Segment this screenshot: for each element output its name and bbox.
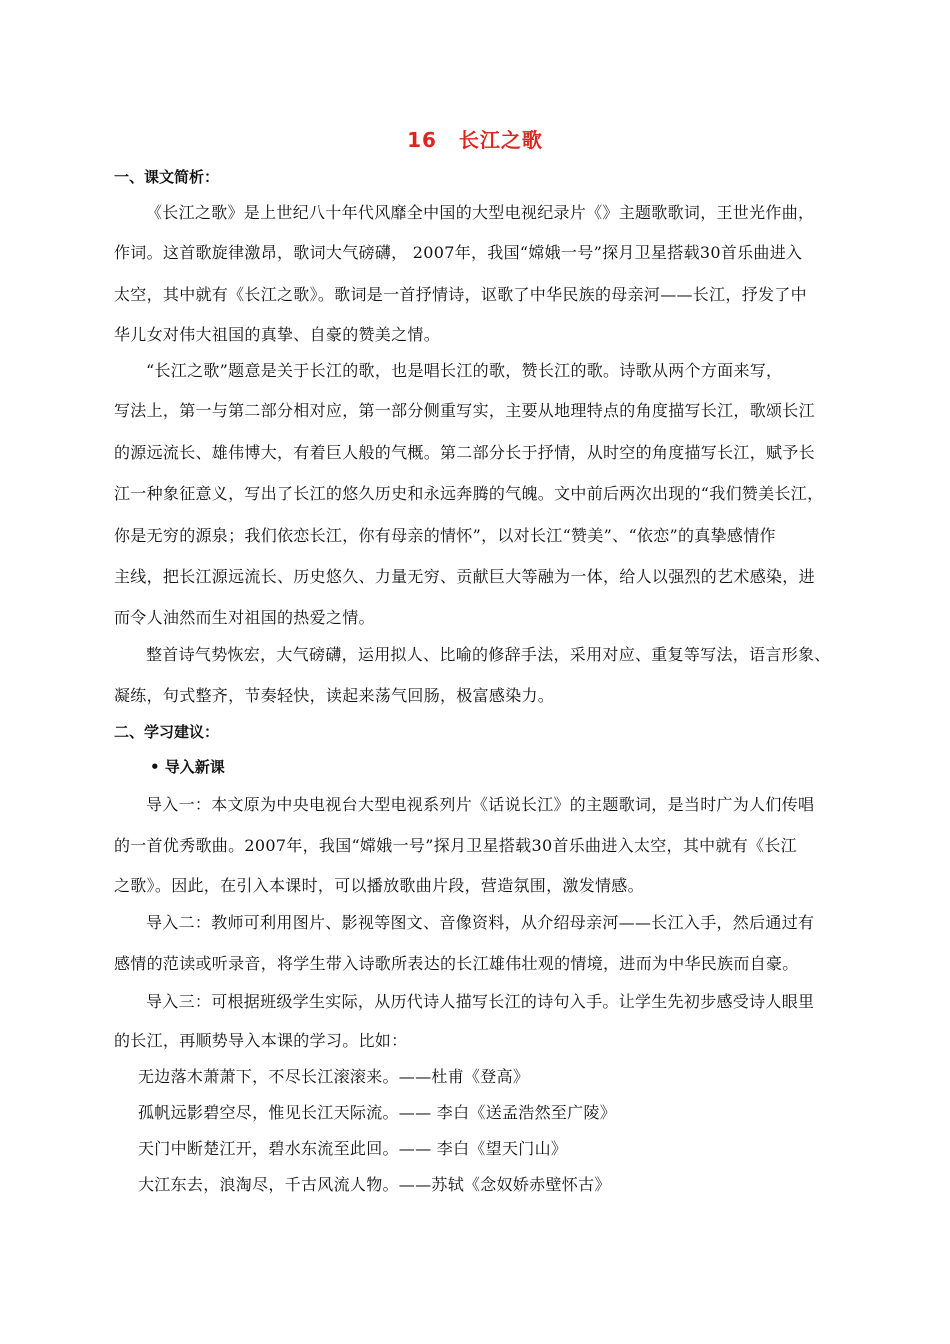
text-line: 导入二：教师可利用图片、影视等图文、音像资料，从介绍母亲河——长江入手，然后通过有 — [146, 913, 815, 932]
poem-quote: 大江东去，浪淘尽，千古风流人物。——苏轼《念奴娇赤壁怀古》 — [138, 1175, 611, 1194]
text-line: 主线，把长江源远流长、历史悠久、力量无穷、贡献巨大等融为一体，给人以强烈的艺术感染，进 — [114, 567, 815, 586]
text-line: 写法上，第一与第二部分相对应，第一部分侧重写实，主要从地理特点的角度描写长江，歌颂长江 — [114, 401, 815, 420]
text-line: 华儿女对伟大祖国的真挚、自豪的赞美之情。 — [114, 325, 441, 344]
page-title — [0, 124, 950, 153]
text-line: 作词。这首歌旋律激昂，歌词大气磅礴， 2007年，我国“嫦娥一号”探月卫星搭载30首乐曲进入 — [114, 243, 803, 262]
text-line: 《长江之歌》是上世纪八十年代风靡全中国的大型电视纪录片《》主题歌歌词，王世光作曲， — [146, 203, 815, 222]
text-line: 的一首优秀歌曲。2007年，我国“嫦娥一号”探月卫星搭载30首乐曲进入太空，其中就有《长江 — [114, 836, 797, 855]
text-line: 导入一：本文原为中央电视台大型电视系列片《话说长江》的主题歌词，是当时广为人们传唱 — [146, 795, 815, 814]
poem-quote: 天门中断楚江开，碧水东流至此回。—— 李白《望天门山》 — [138, 1139, 568, 1158]
section-heading-suggestions: 二、学习建议： — [114, 723, 220, 741]
text-line: 整首诗气势恢宏，大气磅礴，运用拟人、比喻的修辞手法，采用对应、重复等写法，语言形象、 — [146, 645, 831, 664]
text-line: 你是无穷的源泉；我们依恋长江，你有母亲的情怀”，以对长江“赞美”、“依恋”的真挚感情作 — [114, 526, 776, 545]
section-heading-analysis: 一、课文简析： — [114, 168, 220, 186]
text-line: “长江之歌”题意是关于长江的歌，也是唱长江的歌，赞长江的歌。诗歌从两个方面来写， — [146, 361, 783, 380]
text-line: 导入三：可根据班级学生实际，从历代诗人描写长江的诗句入手。让学生先初步感受诗人眼里 — [146, 992, 815, 1011]
poem-quote: 孤帆远影碧空尽，惟见长江天际流。—— 李白《送孟浩然至广陵》 — [138, 1103, 617, 1122]
text-line: 的长江，再顺势导入本课的学习。比如： — [114, 1031, 408, 1050]
text-line: 而令人油然而生对祖国的热爱之情。 — [114, 608, 375, 627]
text-line: 的源远流长、雄伟博大，有着巨人般的气概。第二部分长于抒情，从时空的角度描写长江，赋予长 — [114, 443, 815, 462]
text-line: 之歌》。因此，在引入本课时，可以播放歌曲片段，营造氛围，激发情感。 — [114, 876, 644, 895]
text-line: 凝练，句式整齐，节奏轻快，读起来荡气回肠，极富感染力。 — [114, 686, 555, 705]
subheading-intro: • 导入新课 — [150, 758, 225, 776]
poem-quote: 无边落木萧萧下，不尽长江滚滚来。——杜甫《登高》 — [138, 1067, 530, 1086]
text-line: 感情的范读或听录音，将学生带入诗歌所表达的长江雄伟壮观的情境，进而为中华民族而自豪。 — [114, 954, 799, 973]
text-line: 太空，其中就有《长江之歌》。歌词是一首抒情诗，讴歌了中华民族的母亲河——长江，抒发了中 — [114, 285, 807, 304]
lesson-number: 16 — [407, 128, 437, 152]
text-line: 江一种象征意义，写出了长江的悠久历史和永远奔腾的气魄。文中前后两次出现的“我们赞美长江， — [114, 484, 824, 503]
lesson-title: 长江之歌 — [458, 128, 543, 152]
